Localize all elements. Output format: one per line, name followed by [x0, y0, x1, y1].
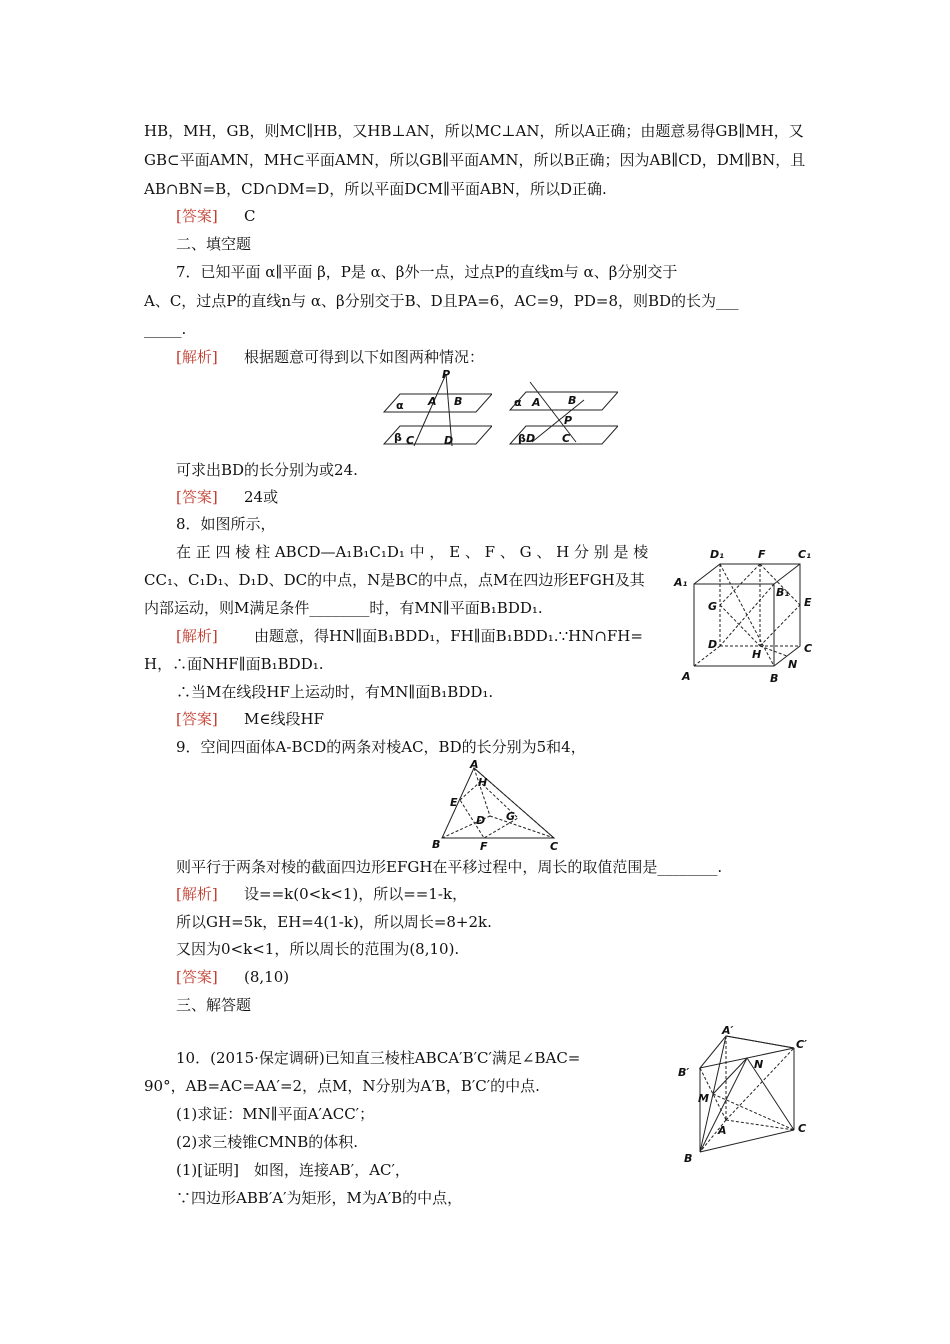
label-c: C [798, 1122, 807, 1135]
text-line: HB，MH，GB，则MC∥HB，又HB⊥AN，所以MC⊥AN，所以A正确；由题意易得GB∥MH，又 [144, 122, 804, 140]
label-alpha: α [396, 399, 404, 412]
label-b: B [770, 672, 779, 685]
label-g: G [506, 810, 516, 823]
label-a-prime: A′ [722, 1024, 734, 1037]
question-10-line: (1)[证明] 如图，连接AB′，AC′， [176, 1161, 410, 1179]
solution-tag: [解析] [176, 885, 218, 903]
label-c: C [804, 642, 813, 655]
solution-text: H，∴面NHF∥面B₁BDD₁. [144, 655, 324, 673]
text-line: AB∩BN=B，CD∩DM=D，所以平面DCM∥平面ABN，所以D正确. [144, 180, 607, 198]
label-p: P [564, 414, 573, 427]
solution-text: 可求出BD的长分别为或24. [176, 461, 358, 479]
question-7-line: 7．已知平面 α∥平面 β，P是 α、β外一点，过点P的直线m与 α、β分别交于 [176, 263, 678, 281]
answer-tag: [答案] [176, 207, 218, 225]
label-d: D [444, 434, 454, 447]
label-c: C [406, 434, 415, 447]
question-9-line: 9．空间四面体A-BCD的两条对棱AC，BD的长分别为5和4， [176, 738, 586, 756]
solution-tag: [解析] [176, 627, 218, 645]
solution-text: 又因为0<k<1，所以周长的范围为(8,10). [176, 940, 460, 958]
label-n: N [754, 1058, 764, 1071]
question-9-line: 则平行于两条对棱的截面四边形EFGH在平移过程中，周长的取值范围是________. [176, 858, 723, 876]
label-f: F [758, 548, 766, 561]
figure-7-left [380, 368, 492, 450]
label-e: E [804, 596, 812, 609]
label-beta: β [394, 431, 402, 444]
label-h: H [478, 776, 488, 789]
solution-text: 所以GH=5k，EH=4(1-k)，所以周长=8+2k. [176, 913, 492, 931]
question-8-line: 8．如图所示， [176, 515, 276, 533]
label-h: H [752, 648, 762, 661]
question-8-line: 在 正 四 棱 柱 ABCD—A₁B₁C₁D₁ 中 ， E 、 F 、 G 、 H 分 别 是 棱 [176, 543, 649, 561]
answer-text: 24或 [244, 488, 279, 506]
label-p: P [442, 368, 451, 381]
label-f: F [480, 840, 488, 852]
label-d: D [526, 432, 536, 445]
question-7-line: A、C，过点P的直线n与 α、β分别交于B、D且PA=6，AC=9，PD=8，则BD的长为___ [144, 292, 739, 310]
figure-7-right [506, 380, 618, 450]
question-10-line: ∵四边形ABB′A′为矩形，M为A′B的中点， [176, 1189, 463, 1207]
label-c1: C₁ [798, 548, 811, 561]
solution-tag: [解析] [176, 348, 218, 366]
answer-tag: [答案] [176, 710, 218, 728]
question-7-line: _____. [144, 320, 187, 338]
answer-tag: [答案] [176, 488, 218, 506]
answer-text: (8,10) [244, 968, 290, 986]
section-heading: 二、填空题 [176, 235, 252, 253]
answer-text: C [244, 207, 256, 225]
question-8-line: 内部运动，则M满足条件________时，有MN∥平面B₁BDD₁. [144, 599, 543, 617]
figure-9-tetrahedron [428, 760, 564, 852]
label-d: D [476, 814, 486, 827]
label-a: A [718, 1124, 727, 1137]
solution-text: ∴当M在线段HF上运动时，有MN∥面B₁BDD₁. [176, 683, 494, 701]
label-alpha: α [514, 396, 522, 409]
label-b1: B₁ [776, 586, 790, 599]
label-a1: A₁ [674, 576, 688, 589]
label-b: B [568, 394, 577, 407]
label-m: M [698, 1092, 709, 1105]
label-d: D [708, 638, 718, 651]
label-a: A [532, 396, 541, 409]
label-b-prime: B′ [678, 1066, 690, 1079]
figure-10-prism [676, 1024, 818, 1166]
label-beta: β [518, 432, 526, 445]
figure-8-prism [672, 544, 822, 688]
answer-tag: [答案] [176, 968, 218, 986]
label-e: E [450, 796, 458, 809]
text-line: GB⊂平面AMN，MH⊂平面AMN，所以GB∥平面AMN，所以B正确；因为AB∥CD，DM∥BN，且 [144, 151, 806, 169]
label-c-prime: C′ [796, 1038, 807, 1051]
label-b: B [684, 1152, 693, 1165]
answer-text: M∈线段HF [244, 710, 324, 728]
label-b: B [432, 838, 441, 851]
question-10-line: 90°，AB=AC=AA′=2，点M，N分别为A′B，B′C′的中点. [144, 1077, 540, 1095]
label-g: G [708, 600, 718, 613]
question-8-line: CC₁、C₁D₁、D₁D、DC的中点，N是BC的中点，点M在四边形EFGH及其 [144, 571, 645, 589]
label-d1: D₁ [710, 548, 724, 561]
section-heading: 三、解答题 [176, 996, 252, 1014]
label-c: C [562, 432, 571, 445]
label-a: A [470, 760, 479, 771]
label-a: A [682, 670, 691, 683]
label-b: B [454, 395, 463, 408]
solution-text: 设==k(0<k<1)，所以==1-k， [244, 885, 468, 903]
question-10-line: 10．(2015·保定调研)已知直三棱柱ABCA′B′C′满足∠BAC= [176, 1049, 581, 1067]
label-n: N [788, 658, 798, 671]
label-a: A [428, 395, 437, 408]
label-c: C [550, 840, 559, 852]
solution-text: 根据题意可得到以下如图两种情况： [244, 348, 485, 366]
solution-text: 由题意，得HN∥面B₁BDD₁，FH∥面B₁BDD₁.∵HN∩FH= [254, 627, 643, 645]
question-10-line: (2)求三棱锥CMNB的体积. [176, 1133, 359, 1151]
question-10-line: (1)求证：MN∥平面A′ACC′； [176, 1105, 375, 1123]
